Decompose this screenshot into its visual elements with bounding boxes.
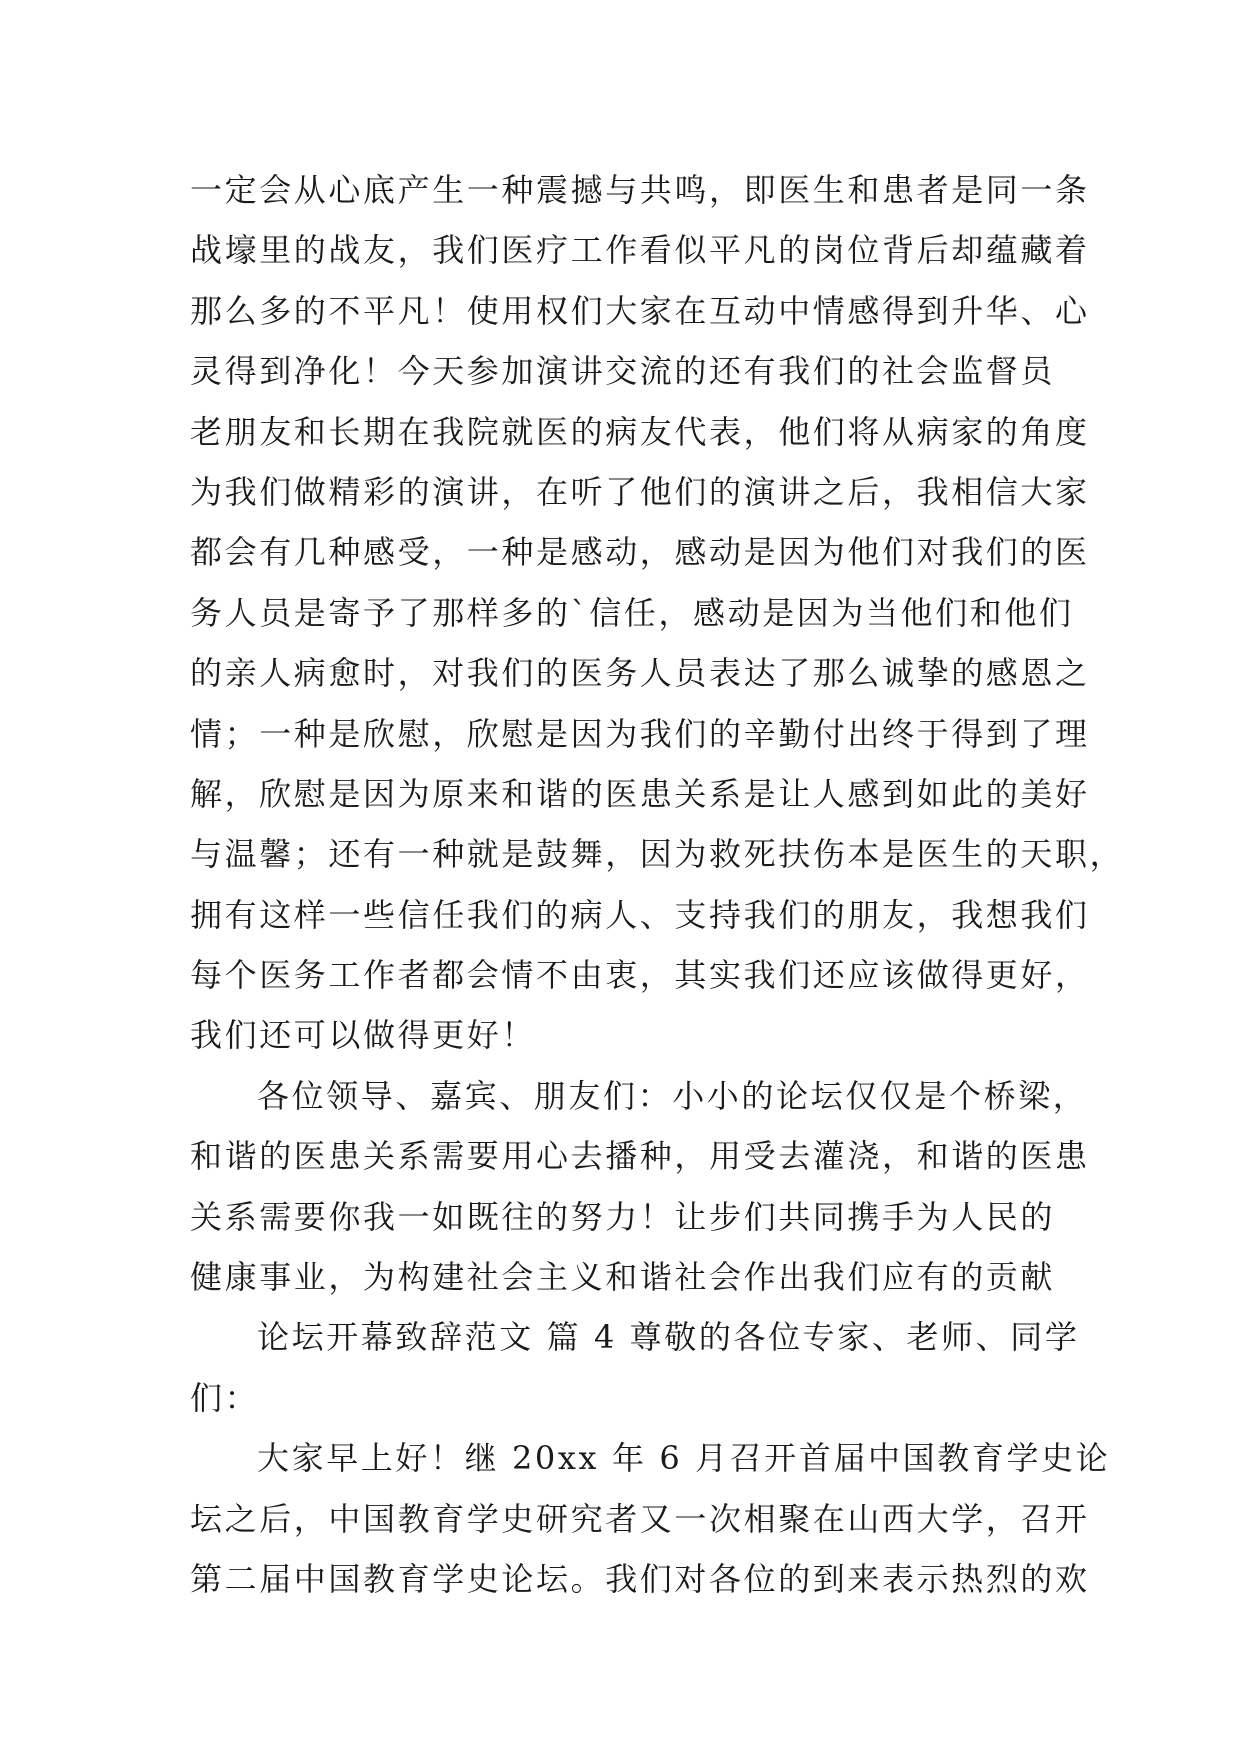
text-line: 的亲人病愈时，对我们的医务人员表达了那么诚挚的感恩之	[190, 654, 1090, 693]
text-line: 都会有几种感受，一种是感动，感动是因为他们对我们的医	[190, 533, 1090, 572]
text-line: 拥有这样一些信任我们的病人、支持我们的朋友，我想我们	[190, 895, 1090, 934]
text-line: 解，欣慰是因为原来和谐的医患关系是让人感到如此的美好	[190, 774, 1090, 813]
text-line: 与温馨；还有一种就是鼓舞，因为救死扶伤本是医生的天职，	[190, 835, 1125, 874]
text-line: 关系需要你我一如既往的努力！让步们共同携手为人民的	[190, 1197, 1056, 1236]
text-line: 第二届中国教育学史论坛。我们对各位的到来表示热烈的欢	[190, 1559, 1090, 1598]
text-line: 一定会从心底产生一种震撼与共鸣，即医生和患者是同一条	[190, 171, 1090, 209]
paragraph-first-line: 大家早上好！继 20xx 年 6 月召开首届中国教育学史论	[257, 1439, 1111, 1478]
text-line: 每个医务工作者都会情不由衷，其实我们还应该做得更好，	[190, 956, 1090, 995]
text-line: 坛之后，中国教育学史研究者又一次相聚在山西大学，召开	[190, 1499, 1090, 1538]
text-line: 战壕里的战友，我们医疗工作看似平凡的岗位背后却蕴藏着	[190, 231, 1090, 270]
text-line: 我们还可以做得更好！	[190, 1016, 537, 1055]
text-line: 务人员是寄予了那样多的`信任，感动是因为当他们和他们	[190, 593, 1074, 632]
paragraph-first-line: 各位领导、嘉宾、朋友们：小小的论坛仅仅是个桥梁，	[257, 1076, 1088, 1115]
text-line: 们：	[190, 1378, 260, 1417]
section-heading-line: 论坛开幕致辞范文 篇 4 尊敬的各位专家、老师、同学	[257, 1318, 1080, 1357]
document-body	[190, 160, 1125, 1609]
text-line: 情；一种是欣慰，欣慰是因为我们的辛勤付出终于得到了理	[190, 714, 1090, 753]
text-line: 健康事业，为构建社会主义和谐社会作出我们应有的贡献	[190, 1258, 1056, 1297]
text-line: 为我们做精彩的演讲，在听了他们的演讲之后，我相信大家	[190, 472, 1090, 511]
text-line: 和谐的医患关系需要用心去播种，用受去灌浇，和谐的医患	[190, 1137, 1090, 1176]
text-line: 灵得到净化！今天参加演讲交流的还有我们的社会监督员	[190, 352, 1056, 391]
text-line: 那么多的不平凡！使用权们大家在互动中情感得到升华、心	[190, 291, 1090, 330]
text-line: 老朋友和长期在我院就医的病友代表，他们将从病家的角度	[190, 412, 1090, 451]
